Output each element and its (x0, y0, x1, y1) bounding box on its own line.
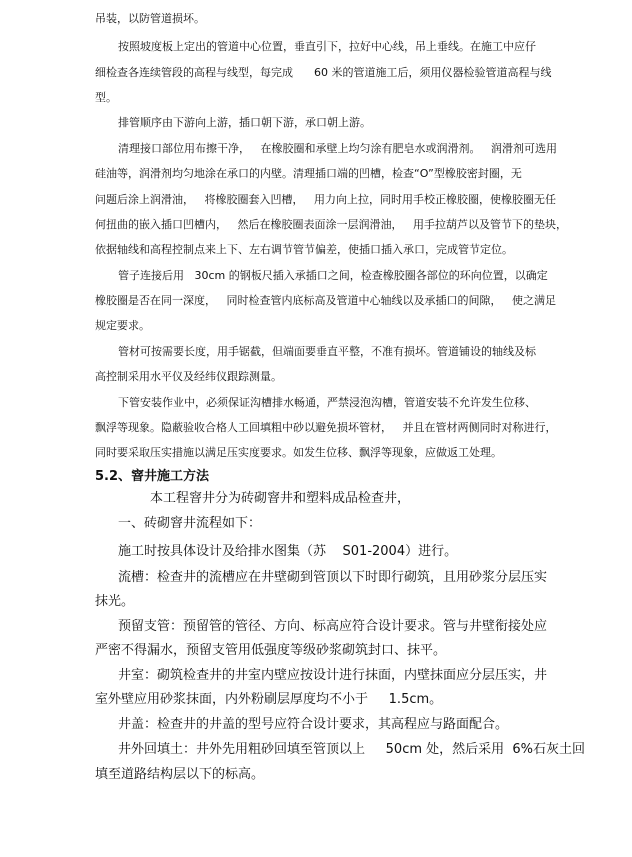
text-line: 井盖：检查井的井盖的型号应符合设计要求，其高程应与路面配合。 (118, 717, 509, 732)
text-line: 流槽：检查井的流槽应在井壁砌到管顶以下时即行砌筑，且用砂浆分层压实 (118, 570, 548, 585)
text-line: 高控制采用水平仪及经纬仪跟踪测量。 (95, 370, 282, 383)
text-line: 抹光。 (95, 594, 135, 609)
text-line: 井室：砌筑检查井的井室内壁应按设计进行抹面，内壁抹面应分层压实，井 (118, 668, 548, 683)
section-heading: 5.2、窨井施工方法 (95, 469, 210, 484)
text-line: 型。 (95, 91, 117, 104)
text-line: 同时要采取压实措施以满足压实度要求。如发生位移、飘浮等现象，应做返工处理。 (95, 446, 502, 459)
text-line: 管材可按需要长度，用手锯截，但端面要垂直平整，不准有损坏。管道铺设的轴线及标 (118, 345, 536, 358)
text-line: 室外壁应用砂浆抹面，内外粉刷层厚度均不小于 1.5cm。 (95, 692, 443, 707)
text-line: 细检查各连续管段的高程与线型，每完成 60 米的管道施工后，须用仪器检验管道高程与线 (95, 66, 552, 79)
text-line: 严密不得漏水，预留支管用低强度等级砂浆砌筑封口、抹平。 (95, 643, 447, 658)
text-line: 清理接口部位用布擦干净， 在橡胶圈和承壁上均匀涂有肥皂水或润滑剂。 润滑剂可选用 (118, 142, 557, 155)
text-line: 吊装，以防管道损坏。 (95, 12, 205, 25)
text-line: 下管安装作业中，必须保证沟槽排水畅通，严禁浸泡沟槽，管道安装不允许发生位移、 (118, 396, 536, 409)
text-line: 按照坡度板上定出的管道中心位置，垂直引下，拉好中心线，吊上垂线。在施工中应仔 (118, 40, 536, 53)
subsection-heading: 一、砖砌窨井流程如下： (118, 516, 262, 531)
text-line: 管子连接后用 30cm 的钢板尺插入承插口之间，检查橡胶圈各部位的环向位置，以确定 (118, 269, 548, 282)
text-line: 问题后涂上润滑油， 将橡胶圈套入凹槽， 用力向上拉，同时用手校正橡胶圈，使橡胶圈无任 (95, 193, 556, 206)
text-line: 硅油等，润滑剂均匀地涂在承口的内壁。清理插口端的凹槽，检查“O”型橡胶密封圈，无 (95, 167, 522, 180)
text-line: 规定要求。 (95, 319, 150, 332)
text-line: 填至道路结构层以下的标高。 (95, 767, 265, 782)
text-line: 预留支管：预留管的管径、方向、标高应符合设计要求。管与井壁衔接处应 (118, 619, 548, 634)
text-line: 橡胶圈是否在同一深度， 同时检查管内底标高及管道中心轴线以及承插口的间隙， 使之满足 (95, 294, 556, 307)
text-line: 飘浮等现象。隐蔽验收合格人工回填粗中砂以避免损坏管材， 并且在管材两侧同时对称进行， (95, 421, 557, 434)
text-line: 本工程窨井分为砖砌窨井和塑料成品检查井， (150, 491, 411, 506)
text-line: 施工时按具体设计及给排水图集（苏 S01-2004）进行。 (118, 544, 458, 559)
text-line: 井外回填土：井外先用粗砂回填至管顶以上 50cm 处，然后采用 6%石灰土回 (118, 742, 586, 757)
text-line: 排管顺序由下游向上游，插口朝下游，承口朝上游。 (118, 116, 371, 129)
text-line: 何扭曲的嵌入插口凹槽内， 然后在橡胶圈表面涂一层润滑油， 用手拉葫芦以及管节下的垫块， (95, 218, 567, 231)
text-line: 依据轴线和高程控制点来上下、左右调节管节偏差，使插口插入承口，完成管节定位。 (95, 243, 513, 256)
